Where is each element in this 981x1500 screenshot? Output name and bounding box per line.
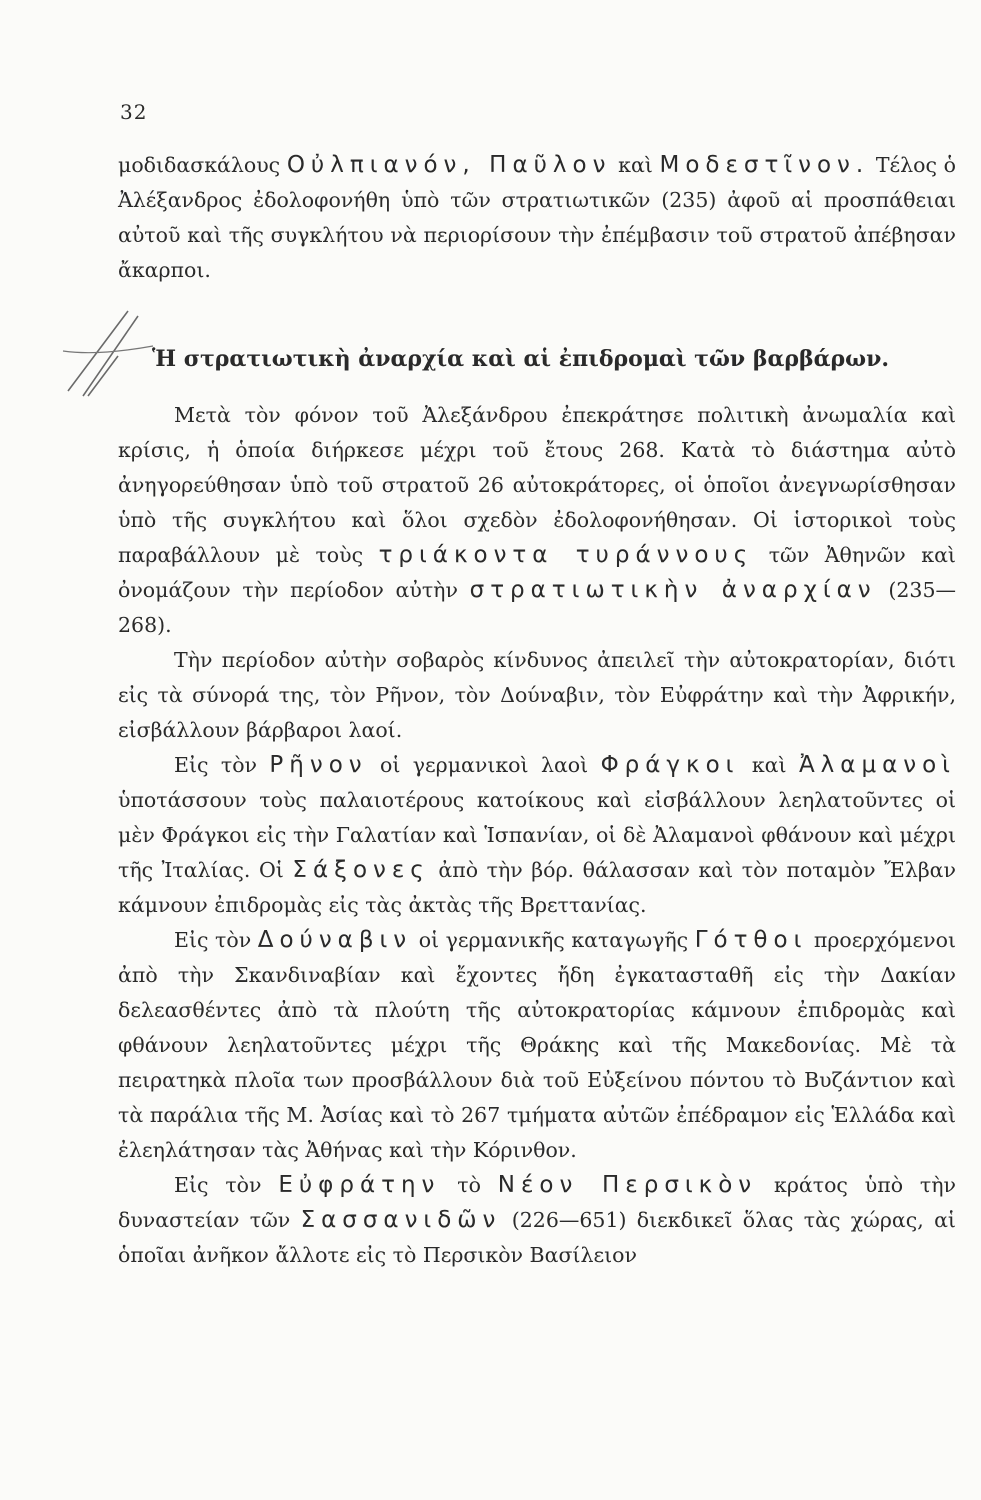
text-run: Εἰς τὸν bbox=[174, 928, 252, 952]
text-run: τῶν Ἀθηνῶν καὶ ὀνομάζουν τὴν περίοδον αὐτὴν bbox=[118, 543, 956, 602]
text-run: Τέλος ὁ Ἀλέξανδρος ἐδολοφονήθη ὑπὸ τῶν στρατιωτικῶν (235) ἀφοῦ αἱ προσπάθειαι αὐτοῦ καὶ τῆς συγκλήτου νὰ περιορίσουν τὴν ἐπέμβασιν τοῦ στρατοῦ ἀπέβησαν ἄκαρποι. bbox=[118, 153, 956, 282]
paragraph-danube bbox=[118, 923, 956, 1168]
text-run: ὑποτάσσουν τοὺς παλαιοτέρους κατοίκους καὶ εἰσβάλλουν λεηλατοῦντες οἱ μὲν Φράγκοι εἰς τὴν Γαλατίαν καὶ Ἱσπανίαν, οἱ δὲ Ἀλαμανοὶ φθάνουν καὶ μέχρι τῆς Ἰταλίας. Οἱ bbox=[118, 788, 956, 882]
intro-paragraph bbox=[118, 148, 956, 288]
text-run: (226—651) διεκδικεῖ ὅλας τὰς χώρας, αἱ ὁποῖαι ἀνῆκον ἄλλοτε εἰς τὸ Περσικὸν Βασίλειον bbox=[118, 1208, 956, 1267]
text-run: μοδιδασκάλους bbox=[118, 153, 281, 177]
spaced-term: Ρῆνον bbox=[269, 752, 368, 778]
spaced-name: Μοδεστῖνον. bbox=[659, 152, 870, 178]
text-run: καὶ bbox=[751, 753, 787, 777]
section-heading: Ἡ στρατιωτικὴ ἀναρχία καὶ αἱ ἐπιδρομαὶ τῶν βαρβάρων. bbox=[152, 346, 890, 372]
spaced-term: τριάκοντα τυράννους bbox=[378, 542, 754, 568]
spaced-term: Εὐφράτην bbox=[278, 1172, 441, 1198]
text-run: τὸ bbox=[457, 1173, 481, 1197]
spaced-term: Σασσανιδῶν bbox=[300, 1207, 502, 1233]
spaced-term: στρατιωτικὴν ἀναρχίαν bbox=[469, 577, 877, 603]
spaced-term: Ἀλαμανοὶ bbox=[798, 752, 956, 778]
text-run: Μετὰ τὸν φόνον τοῦ Ἀλεξάνδρου ἐπεκράτησε πολιτικὴ ἀνωμαλία καὶ κρίσις, ἡ ὁποία διήρκεσε μέχρι τοῦ ἔτους 268. Κατὰ τὸ διάστημα αὐτὸ ἀνηγορεύθησαν ὑπὸ τοῦ στρατοῦ 26 αὐτοκράτορες, οἱ ὁποῖοι ἀνεγνωρίσθησαν ὑπὸ τῆς συγκλήτου καὶ ὅλοι σχεδὸν ἐδολοφονήθησαν. Οἱ ἱστορικοὶ τοὺς παραβάλλουν μὲ τοὺς bbox=[118, 403, 956, 567]
paragraph-military-anarchy bbox=[118, 398, 956, 643]
spaced-term: Σάξονες bbox=[292, 857, 430, 883]
spaced-term: Φράγκοι bbox=[600, 752, 740, 778]
text-run: οἱ γερμανικοὶ λαοὶ bbox=[380, 753, 589, 777]
paragraph-danger: Τὴν περίοδον αὐτὴν σοβαρὸς κίνδυνος ἀπειλεῖ τὴν αὐτοκρατορίαν, διότι εἰς τὰ σύνορά της, τὸν Ρῆνον, τὸν Δούναβιν, τὸν Εὐφράτην καὶ τὴν Ἀφρικήν, εἰσβάλλουν βάρβαροι λαοί. bbox=[118, 648, 956, 742]
paragraph-rhine bbox=[118, 748, 956, 923]
spaced-term: Γότθοι bbox=[694, 927, 808, 953]
text-run: ἀπὸ τὴν βόρ. θάλασσαν καὶ τὸν ποταμὸν Ἔλβαν κάμνουν ἐπιδρομὰς εἰς τὰς ἀκτὰς τῆς Βρεττανίας. bbox=[118, 858, 956, 917]
spaced-names: Οὐλπιανόν, Παῦλον bbox=[286, 152, 612, 178]
paragraph-alexander-end bbox=[118, 148, 956, 288]
text-run: Εἰς τὸν bbox=[174, 1173, 262, 1197]
spaced-term: Δούναβιν bbox=[257, 927, 413, 953]
pencil-mark-annotation bbox=[58, 296, 158, 406]
text-run: καὶ bbox=[618, 153, 653, 177]
spaced-term: Νέον Περσικὸν bbox=[497, 1172, 758, 1198]
text-run: προερχόμενοι ἀπὸ τὴν Σκανδιναβίαν καὶ ἔχοντες ἤδη ἐγκατασταθῆ εἰς τὴν Δακίαν δελεασθέντες ἀπὸ τὰ πλούτη τῆς αὐτοκρατορίας κάμνουν ἐπιδρομὰς καὶ φθάνουν λεηλατοῦντες μέχρι τῆς Θράκης καὶ τῆς Μακεδονίας. Μὲ τὰ πειρατηκὰ πλοῖα των προσβάλλουν διὰ τοῦ Εὐξείνου πόντου τὸ Βυζάντιον καὶ τὰ παράλια τῆς Μ. Ἀσίας καὶ τὸ 267 τμήματα αὐτῶν ἐπέδραμον εἰς Ἑλλάδα καὶ ἐλεηλάτησαν τὰς Ἀθήνας καὶ τὴν Κόρινθον. bbox=[118, 928, 956, 1162]
page-number: 32 bbox=[120, 100, 148, 124]
paragraph-euphrates bbox=[118, 1168, 956, 1273]
text-run: Εἰς τὸν bbox=[174, 753, 258, 777]
main-text bbox=[118, 398, 956, 1273]
text-run: κράτος ὑπὸ τὴν δυναστείαν τῶν bbox=[118, 1173, 956, 1232]
text-run: οἱ γερμανικῆς καταγωγῆς bbox=[418, 928, 689, 952]
text-run: (235—268). bbox=[118, 578, 956, 637]
